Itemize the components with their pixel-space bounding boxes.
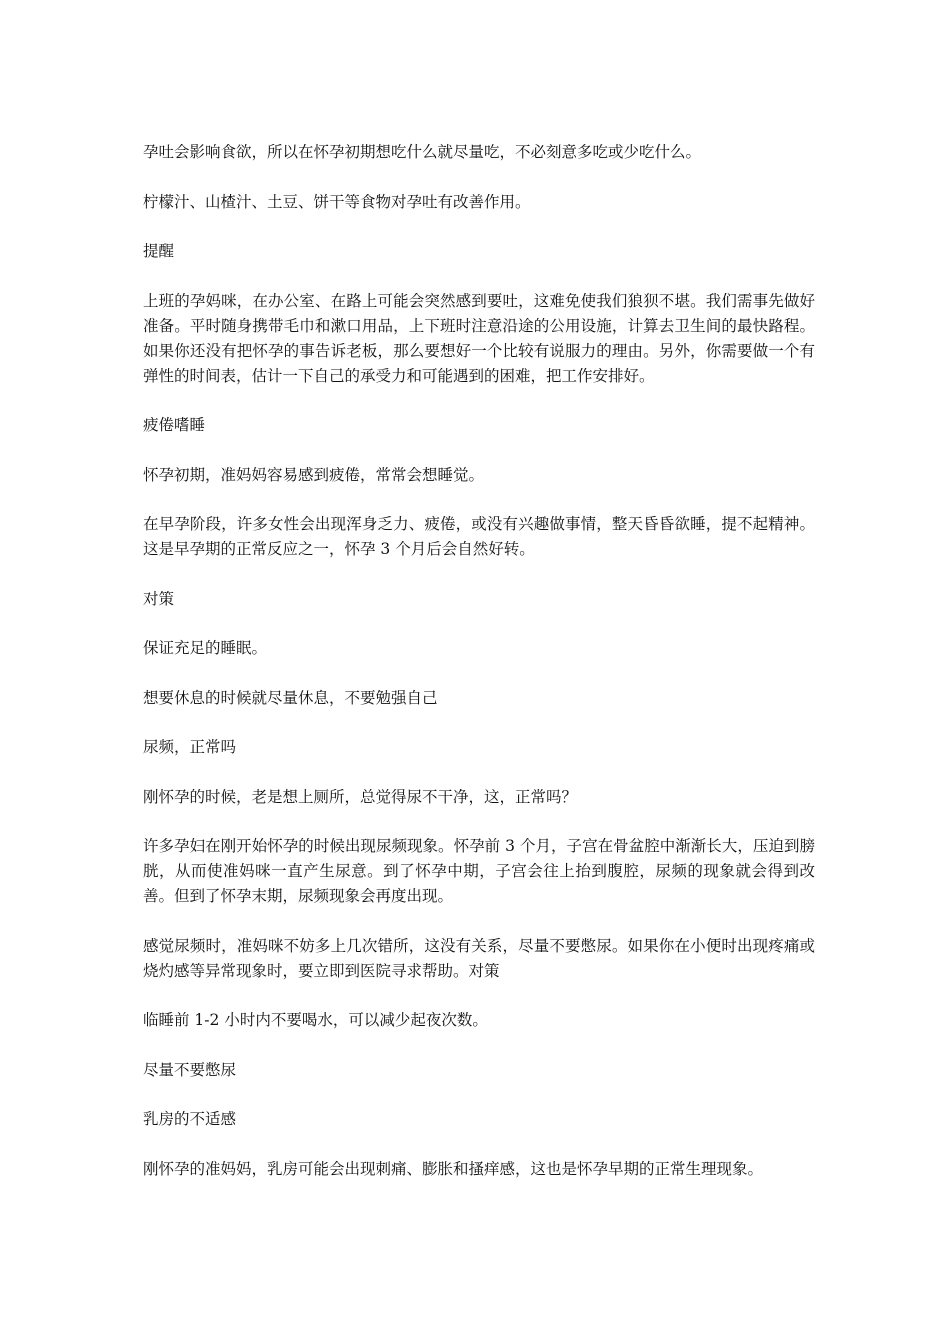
section-heading: 对策	[143, 589, 175, 608]
paragraph: 保证充足的睡眠。	[143, 639, 268, 657]
paragraph: 在早孕阶段，许多女性会出现浑身乏力、疲倦，或没有兴趣做事情，整天昏昏欲睡，提不起精神。这是早孕期的正常反应之一，怀孕 3 个月后会自然好转。	[143, 515, 815, 558]
paragraph: 柠檬汁、山楂汁、土豆、饼干等食物对孕吐有改善作用。	[143, 192, 531, 211]
paragraph: 孕吐会影响食欲，所以在怀孕初期想吃什么就尽量吃，不必刻意多吃或少吃什么。	[143, 143, 702, 161]
section-heading: 尿频，正常吗	[143, 738, 237, 756]
paragraph: 上班的孕妈咪，在办公室、在路上可能会突然感到要吐，这难免使我们狼狈不堪。我们需事先做好准备。平时随身携带毛巾和漱口用品，上下班时注意沿途的公用设施，计算去卫生间的最快路程。如果你还没有把怀孕的事告诉老板，那么要想好一个比较有说服力的理由。另外，你需要做一个有弹性的时间表，估计一下自己的承受力和可能遇到的困难，把工作安排好。	[143, 291, 815, 385]
paragraph: 临睡前 1-2 小时内不要喝水，可以减少起夜次数。	[143, 1011, 488, 1029]
paragraph: 怀孕初期，准妈妈容易感到疲倦，常常会想睡觉。	[143, 465, 485, 484]
paragraph: 感觉尿频时，准妈咪不妨多上几次错所，这没有关系，尽量不要憋尿。如果你在小便时出现疼痛或烧灼感等异常现象时，要立即到医院寻求帮助。对策	[143, 936, 815, 980]
paragraph: 许多孕妇在刚开始怀孕的时候出现尿频现象。怀孕前 3 个月，子宫在骨盆腔中渐渐长大，压迫到膀胱，从而使准妈咪一直产生尿意。到了怀孕中期，子宫会往上抬到腹腔，尿频的现象就会得到改善。但到了怀孕末期，尿频现象会再度出现。	[143, 837, 815, 905]
paragraph: 想要休息的时候就尽量休息，不要勉强自己	[143, 688, 438, 707]
section-heading: 乳房的不适感	[143, 1110, 237, 1128]
paragraph: 刚怀孕的准妈妈，乳房可能会出现刺痛、膨胀和搔痒感，这也是怀孕早期的正常生理现象。	[143, 1159, 764, 1178]
paragraph: 刚怀孕的时候，老是想上厕所，总觉得尿不干净，这，正常吗？	[143, 787, 578, 806]
section-heading: 疲倦嗜睡	[143, 416, 206, 434]
section-heading: 提醒	[143, 242, 175, 260]
document-body	[143, 140, 815, 1206]
paragraph: 尽量不要憋尿	[143, 1060, 237, 1079]
